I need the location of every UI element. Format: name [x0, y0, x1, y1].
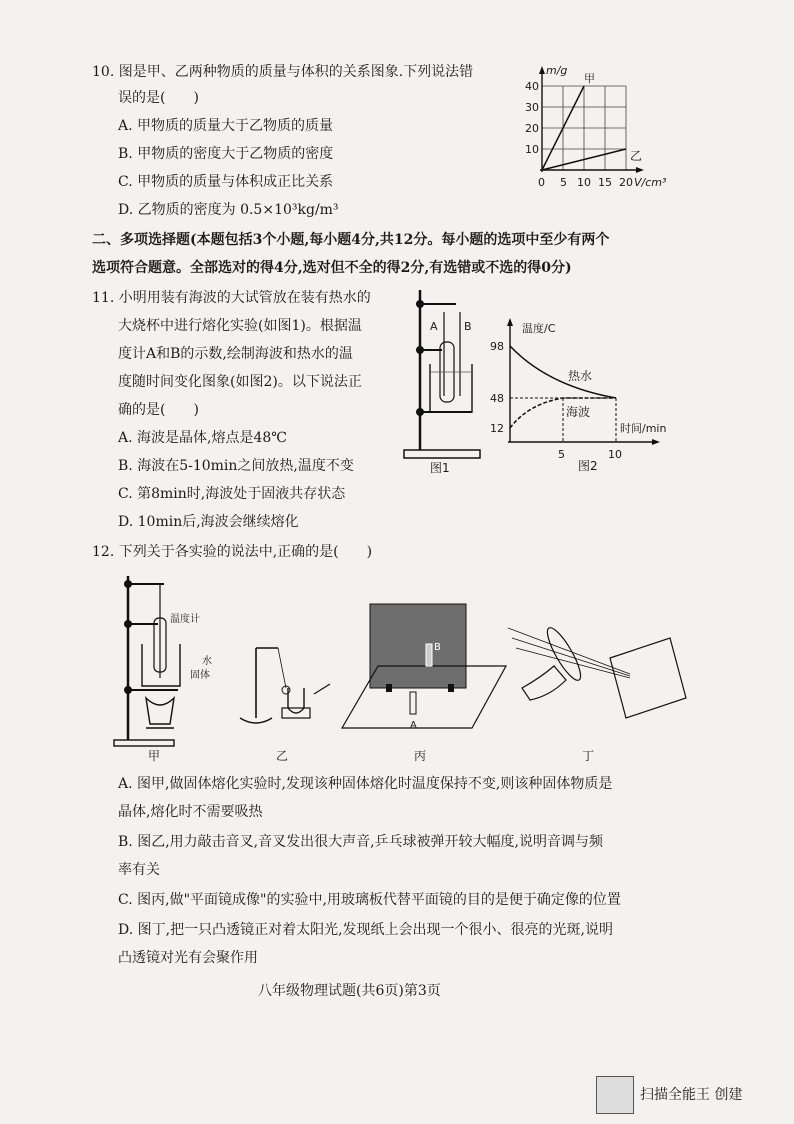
q11-option-a: A. 海波是晶体,熔点是48℃ — [118, 430, 287, 446]
q10-ytick-20: 20 — [525, 122, 539, 135]
q12-option-c: C. 图丙,做"平面镜成像"的实验中,用玻璃板代替平面镜的目的是便于确定像的位置 — [118, 892, 621, 908]
scanner-watermark: 扫描全能王 创建 — [640, 1087, 743, 1103]
q10-ylabel: m/g — [546, 64, 568, 77]
q11-fig2-xtick-10: 10 — [608, 448, 622, 461]
q10-xtick-20: 20 — [619, 176, 633, 189]
page-footer: 八年级物理试题(共6页)第3页 — [258, 983, 441, 999]
section2-heading-line2: 选项符合题意。全部选对的得4分,选对但不全的得2分,有选错或不选的得0分) — [92, 260, 572, 276]
q12-option-b-line1: B. 图乙,用力敲击音叉,音叉发出很大声音,乒乓球被弹开较大幅度,说明音调与频 — [118, 834, 603, 850]
q12-fig-caption-bing: 丙 — [414, 749, 427, 763]
q12-fig-caption-jia: 甲 — [148, 749, 161, 763]
q11-fig2-ylabel: 温度/C — [522, 322, 556, 335]
q12-option-b-line2: 率有关 — [118, 862, 160, 878]
q10-xtick-10: 10 — [577, 176, 591, 189]
q11-fig2-ytick-48: 48 — [490, 392, 504, 405]
q12-figures — [110, 568, 690, 764]
q12-fig-jia-apparatus — [114, 576, 180, 746]
q10-xtick-15: 15 — [598, 176, 612, 189]
q10-ytick-30: 30 — [525, 101, 539, 114]
q11-fig1-label-b: B — [464, 320, 472, 333]
q12-stem: 12. 下列关于各实验的说法中,正确的是( ) — [92, 544, 373, 560]
q10-label-jia: 甲 — [584, 72, 595, 85]
q10-mass-volume-chart — [510, 56, 670, 196]
q12-fig-caption-yi: 乙 — [276, 749, 289, 763]
q11-stem-line3: 度计A和B的示数,绘制海波和热水的温 — [118, 346, 353, 362]
q12-option-d-line1: D. 图丁,把一只凸透镜正对着太阳光,发现纸上会出现一个很小、很亮的光斑,说明 — [118, 922, 613, 938]
q10-option-d: D. 乙物质的密度为 0.5×10³kg/m³ — [118, 202, 339, 218]
q11-option-b: B. 海波在5-10min之间放热,温度不变 — [118, 458, 354, 474]
q12-fig-caption-ding: 丁 — [582, 749, 595, 763]
q11-stem-line4: 度随时间变化图象(如图2)。以下说法正 — [118, 374, 362, 390]
q12-fig-bing-mirror — [342, 604, 506, 728]
q10-option-c: C. 甲物质的质量与体积成正比关系 — [118, 174, 334, 190]
q11-fig2-xlabel: 时间/min — [620, 422, 667, 435]
q11-fig1-label-a: A — [430, 320, 438, 333]
q12-fig-yi-tuning-fork — [240, 648, 330, 723]
q10-stem-line2: 误的是( ) — [118, 90, 199, 106]
section2-heading-line1: 二、多项选择题(本题包括3个小题,每小题4分,共12分。每小题的选项中至少有两个 — [92, 232, 610, 248]
q11-fig2-caption: 图2 — [578, 459, 598, 473]
q11-fig2-ytick-98: 98 — [490, 340, 504, 353]
q12-option-a-line2: 晶体,熔化时不需要吸热 — [118, 804, 263, 820]
q10-option-a: A. 甲物质的质量大于乙物质的质量 — [118, 118, 334, 134]
q12-fig-ding-lens — [508, 624, 686, 718]
q10-xtick-0: 0 — [538, 176, 545, 189]
q11-stem-line2: 大烧杯中进行熔化实验(如图1)。根据温 — [118, 318, 362, 334]
q10-ytick-10: 10 — [525, 143, 539, 156]
q12-fig-label-solid: 固体 — [190, 670, 210, 681]
q11-option-c: C. 第8min时,海波处于固液共存状态 — [118, 486, 346, 502]
q12-fig-label-a: A — [410, 720, 417, 731]
q11-fig1-caption: 图1 — [430, 461, 450, 474]
q11-fig2-hot-label: 热水 — [568, 369, 593, 383]
q10-ytick-40: 40 — [525, 80, 539, 93]
q12-option-d-line2: 凸透镜对光有会聚作用 — [118, 950, 258, 966]
q10-xlabel: V/cm³ — [634, 176, 667, 189]
q11-fig2-ytick-12: 12 — [490, 422, 504, 435]
q10-grid — [542, 86, 626, 170]
q12-fig-label-b: B — [434, 642, 441, 653]
q11-stem-line1: 11. 小明用装有海波的大试管放在装有热水的 — [92, 290, 371, 306]
q12-fig-label-thermo: 温度计 — [170, 614, 200, 625]
q11-fig2-hot-water-curve — [510, 346, 616, 398]
q10-stem-line1: 10. 图是甲、乙两种物质的质量与体积的关系图象.下列说法错 — [92, 64, 474, 80]
q11-fig2-xtick-5: 5 — [558, 448, 565, 461]
q12-fig-label-water: 水 — [202, 656, 212, 667]
q11-fig2-hypo-label: 海波 — [566, 405, 591, 419]
q11-figure1-apparatus — [396, 286, 486, 474]
q11-stem-line5: 确的是( ) — [118, 402, 199, 418]
q11-option-d: D. 10min后,海波会继续熔化 — [118, 514, 299, 530]
q11-figure2-temperature-chart — [488, 316, 678, 476]
q12-option-a-line1: A. 图甲,做固体熔化实验时,发现该种固体熔化时温度保持不变,则该种固体物质是 — [118, 776, 613, 792]
q10-option-b: B. 甲物质的密度大于乙物质的密度 — [118, 146, 334, 162]
q10-xtick-5: 5 — [560, 176, 567, 189]
q10-label-yi: 乙 — [630, 149, 643, 163]
qr-code-icon — [596, 1076, 634, 1114]
